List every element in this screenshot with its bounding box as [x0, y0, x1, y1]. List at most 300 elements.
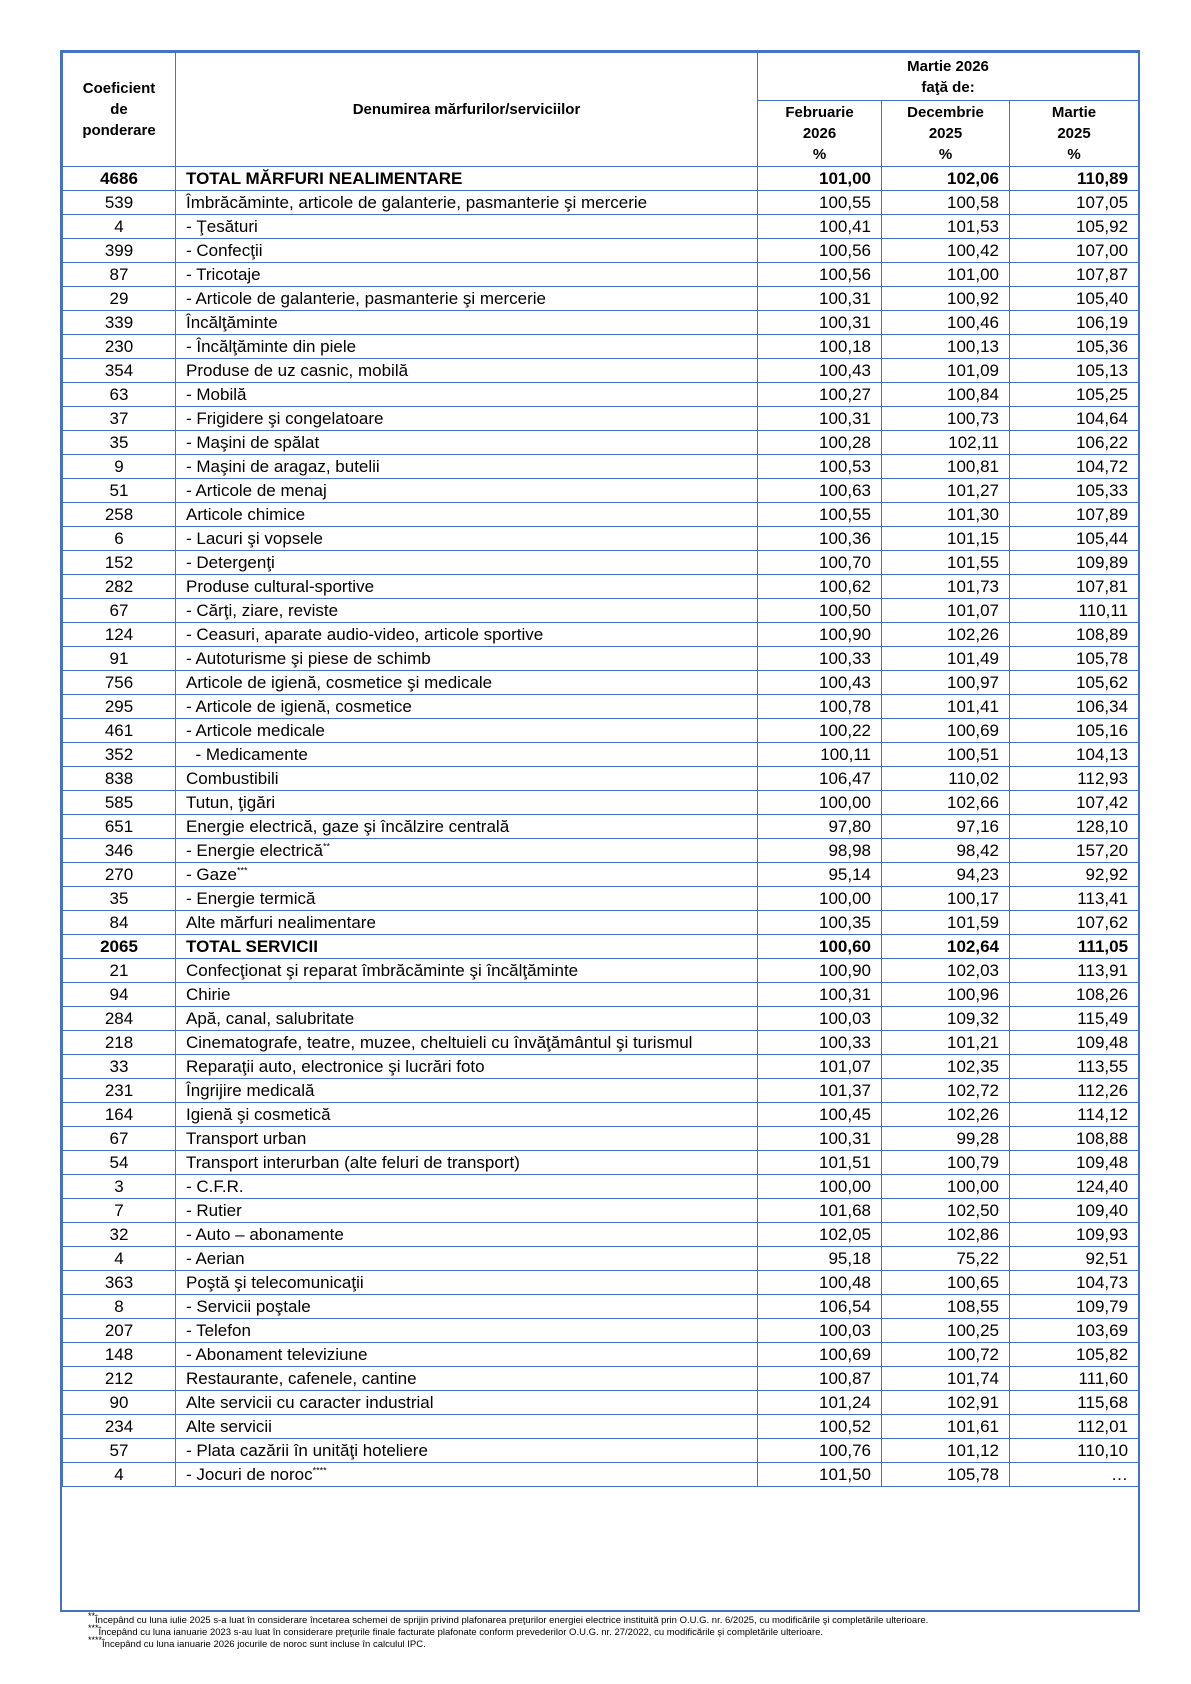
value-mar-cell-text: 113,55	[1077, 1057, 1129, 1076]
name-cell-text: - Articole de menaj	[186, 481, 327, 500]
value-dec-cell	[882, 575, 1010, 599]
value-dec-cell-text: 105,78	[947, 1465, 999, 1484]
value-mar-cell-text: 112,26	[1077, 1081, 1129, 1100]
value-mar-cell	[1010, 1127, 1139, 1151]
footnote-marker: ***	[237, 865, 248, 876]
value-mar-cell	[1010, 1007, 1139, 1031]
name-cell	[176, 335, 758, 359]
coef-cell	[63, 1151, 176, 1175]
name-cell-text: - Aerian	[186, 1249, 245, 1268]
coef-cell-text: 63	[109, 385, 129, 404]
value-feb-cell	[758, 1103, 882, 1127]
table-row	[63, 455, 1139, 479]
coef-cell	[63, 791, 176, 815]
value-mar-cell-text: 107,81	[1076, 577, 1129, 596]
value-feb-cell-text: 100,43	[819, 361, 871, 380]
name-cell-text: - Tricotaje	[186, 265, 261, 284]
coef-cell-text: 4	[114, 1465, 124, 1484]
value-feb-cell	[758, 1127, 882, 1151]
coef-cell	[63, 671, 176, 695]
name-cell-text: Produse cultural-sportive	[186, 577, 375, 596]
name-cell-text: - Cărţi, ziare, reviste	[186, 601, 339, 620]
table-row	[63, 1391, 1139, 1415]
table-row	[63, 1367, 1139, 1391]
name-cell-text: - Frigidere şi congelatoare	[186, 409, 384, 428]
name-cell-text: - Auto – abonamente	[186, 1225, 344, 1244]
coef-cell-text: 29	[109, 289, 129, 308]
value-mar-cell	[1010, 1199, 1139, 1223]
value-feb-cell	[758, 551, 882, 575]
coef-cell-text: 21	[109, 961, 129, 980]
name-cell	[176, 503, 758, 527]
value-mar-cell-text: 108,89	[1076, 625, 1129, 644]
footnote-text: Începând cu luna iulie 2025 s-a luat în considerare încetarea schemei de sprijin privind plafonarea preţurilor energiei electrice instituită prin O.U.G. nr. 6/2025, cu modificările şi completările ulterioare.	[95, 1615, 929, 1626]
table-row	[63, 1055, 1139, 1079]
value-dec-cell	[882, 455, 1010, 479]
name-cell-text: Articole de igienă, cosmetice şi medicale	[186, 673, 493, 692]
value-feb-cell-text: 100,48	[819, 1273, 871, 1292]
table-row	[63, 647, 1139, 671]
footnote	[88, 1622, 1128, 1639]
table-row	[63, 719, 1139, 743]
value-feb-cell	[758, 239, 882, 263]
name-cell	[176, 959, 758, 983]
value-mar-cell	[1010, 311, 1139, 335]
value-mar-cell-text: 105,25	[1076, 385, 1129, 404]
value-feb-cell-text: 98,98	[828, 841, 871, 860]
name-cell	[176, 1463, 758, 1487]
value-dec-cell	[882, 1151, 1010, 1175]
coef-cell-text: 37	[109, 409, 129, 428]
name-cell	[176, 1367, 758, 1391]
name-cell-text: - Gaze	[186, 865, 238, 884]
coef-cell	[63, 1079, 176, 1103]
value-feb-cell	[758, 1343, 882, 1367]
value-dec-cell	[882, 191, 1010, 215]
value-feb-cell	[758, 983, 882, 1007]
value-dec-cell-text: 100,25	[947, 1321, 999, 1340]
coef-cell-text: 32	[109, 1225, 129, 1244]
value-dec-cell-text: 100,58	[947, 193, 999, 212]
value-dec-cell	[882, 311, 1010, 335]
value-mar-cell-text: 107,05	[1076, 193, 1129, 212]
coef-cell	[63, 1127, 176, 1151]
value-dec-cell	[882, 983, 1010, 1007]
value-mar-cell	[1010, 1079, 1139, 1103]
coef-cell-text: 54	[109, 1153, 129, 1172]
value-mar-cell	[1010, 767, 1139, 791]
value-feb-cell-text: 100,87	[819, 1369, 871, 1388]
value-mar-cell	[1010, 959, 1139, 983]
value-dec-cell	[882, 1295, 1010, 1319]
header-name: Denumirea mărfurilor/serviciilor	[176, 53, 758, 167]
value-mar-cell-text: 92,51	[1085, 1249, 1129, 1268]
value-dec-cell-text: 101,07	[947, 601, 999, 620]
coef-cell	[63, 359, 176, 383]
value-mar-cell	[1010, 911, 1139, 935]
value-mar-cell-text: 107,89	[1076, 505, 1129, 524]
value-dec-cell-text: 100,46	[947, 313, 999, 332]
name-cell-text: - Rutier	[186, 1201, 242, 1220]
value-mar-cell-text: 113,41	[1077, 889, 1129, 908]
value-dec-cell	[882, 599, 1010, 623]
name-cell	[176, 599, 758, 623]
coef-cell	[63, 719, 176, 743]
header-col-dec	[882, 101, 1010, 167]
name-cell-text: TOTAL SERVICII	[186, 937, 318, 956]
value-mar-cell-text: 107,87	[1076, 265, 1129, 284]
value-dec-cell	[882, 1271, 1010, 1295]
value-feb-cell	[758, 1079, 882, 1103]
value-mar-cell-text: 112,93	[1077, 769, 1129, 788]
value-feb-cell	[758, 263, 882, 287]
name-cell	[176, 1223, 758, 1247]
name-cell-text: Cinematografe, teatre, muzee, cheltuieli cu învăţământul şi turismul	[186, 1033, 693, 1052]
value-mar-cell-text: 109,40	[1076, 1201, 1129, 1220]
value-feb-cell-text: 100,31	[819, 289, 871, 308]
coef-cell	[63, 167, 176, 191]
value-feb-cell	[758, 1031, 882, 1055]
value-feb-cell	[758, 431, 882, 455]
value-feb-cell	[758, 1295, 882, 1319]
value-dec-cell	[882, 887, 1010, 911]
name-cell-text: Alte servicii	[186, 1417, 272, 1436]
value-feb-cell-text: 100,56	[819, 265, 871, 284]
coef-cell	[63, 743, 176, 767]
coef-cell-text: 148	[104, 1345, 134, 1364]
coef-cell	[63, 887, 176, 911]
value-dec-cell	[882, 1079, 1010, 1103]
value-feb-cell-text: 100,11	[820, 745, 871, 764]
value-mar-cell	[1010, 839, 1139, 863]
table-row	[63, 359, 1139, 383]
value-feb-cell-text: 101,24	[819, 1393, 871, 1412]
table-row	[63, 191, 1139, 215]
value-mar-cell	[1010, 695, 1139, 719]
value-dec-cell	[882, 167, 1010, 191]
value-dec-cell	[882, 407, 1010, 431]
value-feb-cell	[758, 1175, 882, 1199]
value-feb-cell-text: 100,31	[819, 1129, 871, 1148]
table-row	[63, 1415, 1139, 1439]
value-dec-cell-text: 101,41	[947, 697, 999, 716]
value-dec-cell	[882, 1415, 1010, 1439]
value-dec-cell-text: 102,86	[947, 1225, 999, 1244]
value-mar-cell	[1010, 1103, 1139, 1127]
value-dec-cell-text: 101,27	[947, 481, 999, 500]
value-feb-cell	[758, 1223, 882, 1247]
coef-cell-text: 339	[104, 313, 134, 332]
value-feb-cell	[758, 935, 882, 959]
coef-cell-text: 218	[104, 1033, 134, 1052]
value-feb-cell	[758, 911, 882, 935]
value-feb-cell	[758, 1271, 882, 1295]
value-dec-cell	[882, 647, 1010, 671]
value-dec-cell	[882, 479, 1010, 503]
value-dec-cell	[882, 263, 1010, 287]
value-feb-cell	[758, 671, 882, 695]
value-feb-cell	[758, 1319, 882, 1343]
coef-cell-text: 35	[109, 433, 129, 452]
value-feb-cell-text: 100,18	[819, 337, 871, 356]
coef-cell	[63, 479, 176, 503]
name-cell-text: - Telefon	[186, 1321, 251, 1340]
table-row	[63, 407, 1139, 431]
table-row	[63, 935, 1139, 959]
table-row	[63, 1439, 1139, 1463]
coef-cell-text: 295	[104, 697, 134, 716]
value-dec-cell	[882, 1007, 1010, 1031]
name-cell-text: - Detergenţi	[186, 553, 275, 572]
value-mar-cell-text: 106,22	[1076, 433, 1129, 452]
name-cell	[176, 1247, 758, 1271]
table-row	[63, 1295, 1139, 1319]
footnote-mark: **	[88, 1610, 96, 1621]
coef-cell-text: 4	[114, 1249, 124, 1268]
value-feb-cell	[758, 647, 882, 671]
value-mar-cell-text: 114,12	[1077, 1105, 1129, 1124]
table-row	[63, 983, 1139, 1007]
value-dec-cell	[882, 215, 1010, 239]
name-cell	[176, 695, 758, 719]
table-row	[63, 335, 1139, 359]
footnote	[88, 1610, 1128, 1627]
coef-cell-text: 2065	[100, 937, 138, 956]
value-feb-cell-text: 100,56	[819, 241, 871, 260]
table-row	[63, 287, 1139, 311]
coef-cell	[63, 1271, 176, 1295]
name-cell-text: - Energie electrică	[186, 841, 324, 860]
coef-cell-text: 270	[104, 865, 134, 884]
value-dec-cell-text: 102,50	[947, 1201, 999, 1220]
name-cell-text: Tutun, ţigări	[186, 793, 276, 812]
table-row	[63, 215, 1139, 239]
name-cell	[176, 623, 758, 647]
table-row	[63, 1223, 1139, 1247]
name-cell-text: Alte mărfuri nealimentare	[186, 913, 376, 932]
value-feb-cell-text: 100,63	[819, 481, 871, 500]
coef-cell	[63, 623, 176, 647]
coef-cell	[63, 1007, 176, 1031]
coef-cell	[63, 1463, 176, 1487]
name-cell-text: - Confecţii	[186, 241, 263, 260]
value-mar-cell	[1010, 623, 1139, 647]
value-feb-cell-text: 100,22	[819, 721, 871, 740]
table-row	[63, 503, 1139, 527]
name-cell	[176, 1391, 758, 1415]
value-mar-cell	[1010, 791, 1139, 815]
value-dec-cell-text: 101,53	[947, 217, 999, 236]
coef-cell	[63, 911, 176, 935]
value-feb-cell	[758, 1415, 882, 1439]
value-mar-cell	[1010, 527, 1139, 551]
coef-cell	[63, 767, 176, 791]
value-mar-cell-text: 107,62	[1076, 913, 1129, 932]
value-dec-cell	[882, 551, 1010, 575]
value-feb-cell	[758, 455, 882, 479]
coef-cell	[63, 287, 176, 311]
table-row	[63, 527, 1139, 551]
name-cell-text: - C.F.R.	[186, 1177, 244, 1196]
coef-cell-text: 258	[104, 505, 134, 524]
coef-cell	[63, 1031, 176, 1055]
name-cell	[176, 287, 758, 311]
value-mar-cell	[1010, 383, 1139, 407]
value-feb-cell-text: 100,31	[819, 409, 871, 428]
value-dec-cell-text: 102,35	[947, 1057, 999, 1076]
coef-cell	[63, 1103, 176, 1127]
coef-cell-text: 87	[109, 265, 129, 284]
value-mar-cell	[1010, 239, 1139, 263]
value-mar-cell-text: 106,19	[1076, 313, 1129, 332]
table-row	[63, 1319, 1139, 1343]
name-cell	[176, 1031, 758, 1055]
table-row	[63, 767, 1139, 791]
value-feb-cell	[758, 1439, 882, 1463]
value-dec-cell-text: 102,11	[948, 433, 999, 452]
coef-cell-text: 4	[114, 217, 124, 236]
value-mar-cell	[1010, 935, 1139, 959]
coef-cell-text: 756	[104, 673, 134, 692]
coef-cell-text: 539	[104, 193, 134, 212]
value-mar-cell-text: 105,92	[1076, 217, 1129, 236]
value-mar-cell	[1010, 983, 1139, 1007]
header-period-text: Martie 2026 faţă de:	[907, 57, 989, 96]
value-mar-cell-text: 104,64	[1076, 409, 1129, 428]
name-cell-text: TOTAL MĂRFURI NEALIMENTARE	[186, 169, 463, 188]
name-cell	[176, 191, 758, 215]
value-feb-cell-text: 100,35	[819, 913, 871, 932]
value-mar-cell	[1010, 1463, 1139, 1487]
value-mar-cell	[1010, 263, 1139, 287]
table-row	[63, 791, 1139, 815]
footnotes	[88, 1610, 1128, 1651]
value-feb-cell-text: 100,00	[819, 889, 871, 908]
value-mar-cell-text: 110,89	[1076, 169, 1129, 188]
table-row	[63, 1151, 1139, 1175]
name-cell-text: Chirie	[186, 985, 231, 1004]
coef-cell-text: 4686	[100, 169, 138, 188]
header-period	[758, 53, 1139, 101]
name-cell	[176, 215, 758, 239]
name-cell-text: Igienă şi cosmetică	[186, 1105, 331, 1124]
value-feb-cell-text: 101,00	[819, 169, 871, 188]
value-dec-cell-text: 109,32	[947, 1009, 999, 1028]
name-cell	[176, 1055, 758, 1079]
value-dec-cell-text: 100,51	[947, 745, 999, 764]
name-cell-text: Articole chimice	[186, 505, 306, 524]
value-feb-cell-text: 100,31	[819, 985, 871, 1004]
coef-cell	[63, 215, 176, 239]
value-feb-cell-text: 100,33	[819, 1033, 871, 1052]
value-dec-cell-text: 101,61	[947, 1417, 999, 1436]
value-feb-cell	[758, 1199, 882, 1223]
value-feb-cell	[758, 719, 882, 743]
coef-cell-text: 152	[104, 553, 134, 572]
coef-cell	[63, 1391, 176, 1415]
coef-cell	[63, 983, 176, 1007]
table-row	[63, 1079, 1139, 1103]
table-body	[63, 167, 1139, 1487]
value-mar-cell-text: 105,40	[1076, 289, 1129, 308]
value-feb-cell-text: 101,51	[819, 1153, 871, 1172]
value-mar-cell-text: 105,44	[1076, 529, 1129, 548]
value-dec-cell-text: 102,91	[947, 1393, 999, 1412]
value-mar-cell	[1010, 455, 1139, 479]
value-dec-cell	[882, 335, 1010, 359]
coef-cell	[63, 551, 176, 575]
table-row	[63, 1175, 1139, 1199]
coef-cell-text: 51	[109, 481, 129, 500]
name-cell	[176, 1103, 758, 1127]
value-mar-cell-text: 157,20	[1076, 841, 1129, 860]
name-cell	[176, 1439, 758, 1463]
value-dec-cell	[882, 1127, 1010, 1151]
value-mar-cell	[1010, 647, 1139, 671]
value-dec-cell	[882, 1103, 1010, 1127]
coef-cell-text: 363	[104, 1273, 134, 1292]
price-index-table	[62, 52, 1139, 1487]
coef-cell	[63, 1319, 176, 1343]
name-cell	[176, 1151, 758, 1175]
value-mar-cell	[1010, 1415, 1139, 1439]
coef-cell	[63, 239, 176, 263]
value-mar-cell-text: 111,60	[1078, 1369, 1129, 1388]
table-row	[63, 1463, 1139, 1487]
value-mar-cell-text: 111,05	[1077, 937, 1129, 956]
value-feb-cell	[758, 311, 882, 335]
coef-cell	[63, 1055, 176, 1079]
name-cell	[176, 239, 758, 263]
value-mar-cell	[1010, 1319, 1139, 1343]
value-dec-cell-text: 101,55	[947, 553, 999, 572]
value-mar-cell	[1010, 359, 1139, 383]
value-feb-cell	[758, 1055, 882, 1079]
coef-cell	[63, 695, 176, 719]
name-cell-text: Reparaţii auto, electronice şi lucrări foto	[186, 1057, 485, 1076]
value-feb-cell	[758, 191, 882, 215]
coef-cell-text: 3	[114, 1177, 124, 1196]
coef-cell	[63, 647, 176, 671]
name-cell-text: - Ceasuri, aparate audio-video, articole sportive	[186, 625, 544, 644]
value-feb-cell	[758, 383, 882, 407]
coef-cell-text: 354	[104, 361, 134, 380]
coef-cell-text: 585	[104, 793, 134, 812]
value-dec-cell-text: 102,66	[947, 793, 999, 812]
name-cell	[176, 431, 758, 455]
value-dec-cell	[882, 1175, 1010, 1199]
value-mar-cell	[1010, 1247, 1139, 1271]
coef-cell-text: 234	[104, 1417, 134, 1436]
value-dec-cell	[882, 1391, 1010, 1415]
name-cell	[176, 983, 758, 1007]
coef-cell-text: 90	[109, 1393, 129, 1412]
coef-cell	[63, 335, 176, 359]
value-feb-cell-text: 100,76	[819, 1441, 871, 1460]
coef-cell	[63, 1439, 176, 1463]
coef-cell	[63, 1175, 176, 1199]
value-feb-cell-text: 100,50	[819, 601, 871, 620]
value-mar-cell-text: 105,33	[1076, 481, 1129, 500]
value-feb-cell-text: 102,05	[819, 1225, 871, 1244]
value-mar-cell-text: 109,79	[1076, 1297, 1129, 1316]
name-cell-text: - Încălţăminte din piele	[186, 337, 357, 356]
table-row	[63, 695, 1139, 719]
value-mar-cell	[1010, 1151, 1139, 1175]
coef-cell-text: 164	[104, 1105, 134, 1124]
coef-cell-text: 35	[109, 889, 129, 908]
value-mar-cell	[1010, 1391, 1139, 1415]
